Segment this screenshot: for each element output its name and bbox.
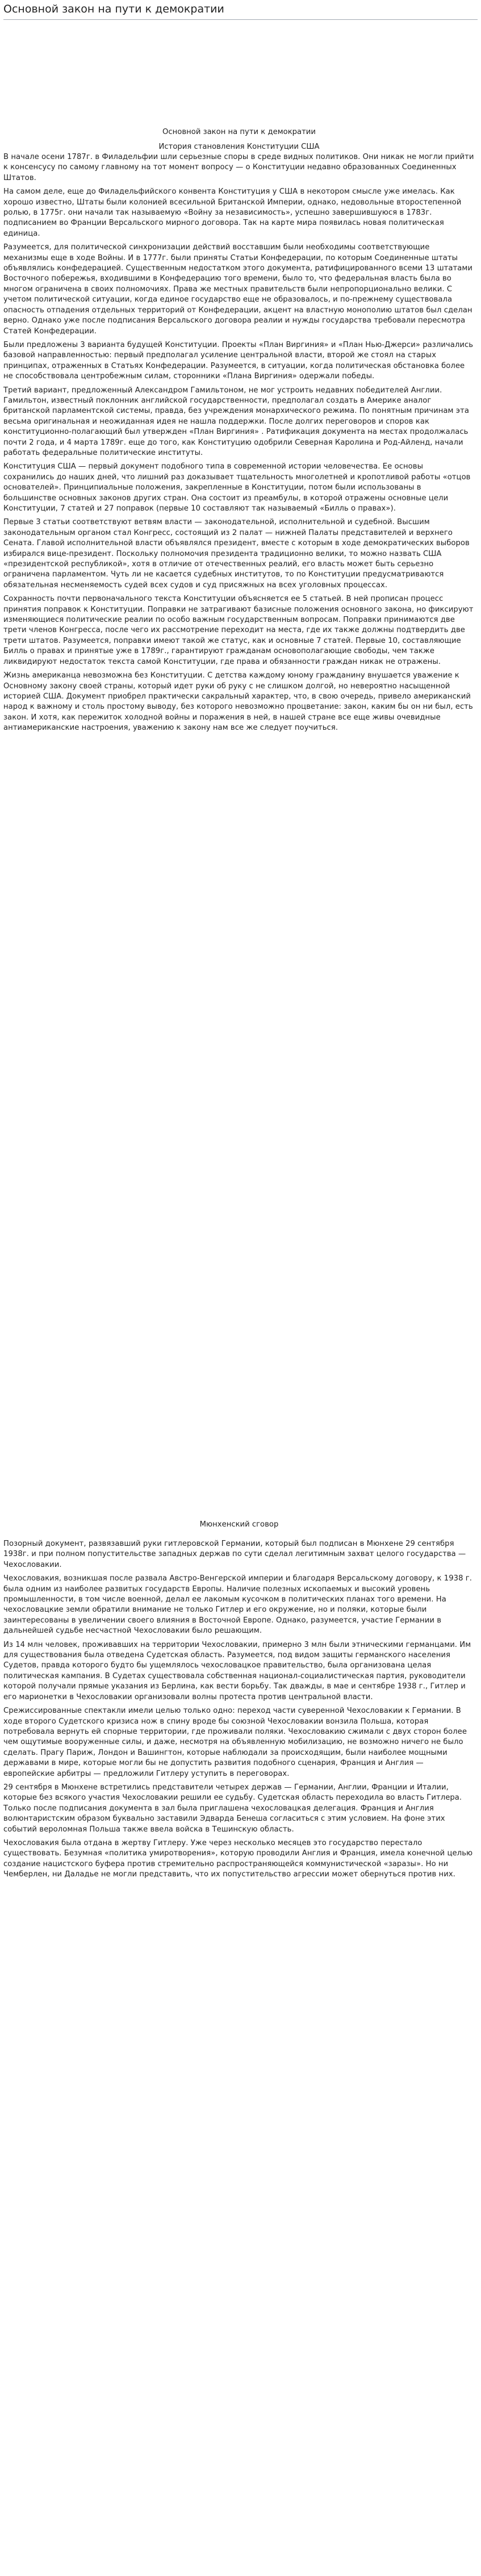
- paragraph: В начале осени 1787г. в Филадельфии шли серьезные споры в среде видных политиков. Они никак не могли прийти к консенсусу по самому главному на тот момент вопросу — о Конституции недавно образованных Соединенных Штатов.: [3, 153, 474, 182]
- section-2-heading: Мюнхенский сговор: [199, 1520, 279, 1529]
- paragraph: Из 14 млн человек, проживавших на территории Чехословакии, примерно 3 млн были этническими германцами. Им для существования была отведена Судетская область. Разумеется, под видом защиты германского населения Судетов, правда которого будто бы ущемлялось чехословацкое правительство, была организована целая политическая кампания. В Судетах существовала собственная национал-социалистическая партия, руководители которой получали прямые указания из Берлина, как вести борьбу. Так дважды, в мае и сентябре 1938 г., Гитлер и его марионетки в Чехословакии организовали волны протеста против центральной власти.: [3, 1640, 471, 1701]
- paragraph: 29 сентября в Мюнхене встретились представители четырех держав — Германии, Англии, Франции и Италии, которые без всякого участия Чехословакии решили ее судьбу. Судетская область переходила во власть Гитлера. Только после подписания документа в зал была приглашена чехословацкая делегация. Франция и Англия волюнтаристским образом буквально заставили Эдварда Бенеша согласиться с этим условием. На фоне этих событий вероломная Польша также ввела войска в Тешинскую область.: [3, 1783, 462, 1834]
- paragraph: Третий вариант, предложенный Александром Гамильтоном, не мог устроить недавних победителей Англии. Гамильтон, известный поклонник английской государственности, предполагал создать в Америке аналог британской парламентской системы, правда, без учреждения монархического режима. По понятным причинам эта весьма оригинальная и неожиданная идея не нашла поддержки. После долгих переговоров и споров как конституционно-полагающий был утвержден «План Виргиния» . Ратификация документа на местах продолжалась почти 2 года, и 4 марта 1789г. еще до того, как Конституцию одобрили Северная Каролина и Род-Айленд, начали работать федеральные политические институты.: [3, 386, 469, 457]
- paragraph: Конституция США — первый документ подобного типа в современной истории человечества. Ее основы сохранились до наших дней, что лишний раз доказывает тщательность многолетней и кропотливой работы «отцов основателей». Принципиальные положения, закрепленные в Конституции, потом были использованы в большинстве основных законов других стран. Она состоит из преамбулы, в которой отражены основные цели Конституции, 7 статей и 27 поправок (первые 10 составляют так называемый «Билль о правах»).: [3, 462, 471, 513]
- section-1-header: [3, 127, 475, 152]
- paragraph: Чехословакия, возникшая после развала Австро-Венгерской империи и благодаря Версальскому договору, к 1938 г. была одним из наиболее развитых государств Европы. Наличие полезных ископаемых и высокий уровень промышленности, в том числе военной, делал ее лакомым кусочком в политических планах того времени. На чехословацкие земли обратили внимание не только Гитлер и его окружение, но и поляки, которые были заинтересованы в увеличении своего влияния в Восточной Европе. Однако, разумеется, участие Германии в дальнейшей судьбе несчастной Чехословакии было решающим.: [3, 1574, 472, 1636]
- paragraph: Первые 3 статьи соответствуют ветвям власти — законодательной, исполнительной и судебной. Высшим законодательным органом стал Конгресс, состоящий из 2 палат — нижней Палаты представителей и верхнего Сената. Главой исполнительной власти объявлялся президент, вместе с которым в ходе демократических выборов избирался вице-президент. Поскольку полномочия президента традиционно велики, то можно назвать США «президентской республикой», хотя в отличие от отечественных реалий, его власть может быть серьезно ограничена парламентом. Чуть ли не касается судебных институтов, то по Конституции предусматриваются обязательная несменяемость судей всех судов и суд присяжных на всех уголовных процессах.: [3, 518, 470, 589]
- section-1-body: [3, 152, 475, 737]
- page-title: Основной закон на пути к демократии: [3, 3, 224, 15]
- section-1-heading: Основной закон на пути к демократии: [162, 128, 316, 136]
- paragraph: Разумеется, для политической синхронизации действий восставшим были необходимы соответствующие механизмы еще в ходе Войны. И в 1777г. были приняты Статьи Конфедерации, по которым Соединенные штаты объявлялись конфедерацией. Существенным недостатком этого документа, ратифицированного всеми 13 штатами Восточного побережья, входившими в Конфедерацию того времени, было то, что федеральная власть была во многом ограничена в своих полномочиях. Права же местных правительств были непропорционально велики. С учетом политической ситуации, когда единое государство еще не образовалось, и по-прежнему существовала опасность отпадения отдельных территорий от Конфедерации, акцент на властную монополию штатов был сделан верно. Однако уже после подписания Версальского договора реалии и нужды государства требовали пересмотра Статей Конфедерации.: [3, 243, 473, 336]
- paragraph: Были предложены 3 варианта будущей Конституции. Проекты «План Виргиния» и «План Нью-Джерси» различались базовой направленностью: первый предполагал усиление центральной власти, второй же стоял на старых принципах, отраженных в Статьях Конфедерации. Разумеется, в ситуации, когда политическая обстановка более не способствовала центробежным силам, сторонники «Плана Виргиния» одержали победы.: [3, 340, 474, 381]
- paragraph: На самом деле, еще до Филадельфийского конвента Конституция у США в некотором смысле уже имелась. Как хорошо известно, Штаты были колонией всесильной Британской Империи, однако, недовольные второстепенной ролью, в 1775г. они начали так называемую «Войну за независимость», успешно завершившуюся в 1783г. подписанием во Франции Версальского мирного договора. Так на карте мира появилась новая политическая единица.: [3, 187, 462, 238]
- paragraph: Жизнь американца невозможна без Конституции. С детства каждому юному гражданину внушается уважение к Основному закону своей страны, который идет руки об руку с не слишком долгой, но невероятно насыщенной историей США. Документ приобрел практически сакральный характер, что, в свою очередь, привело американский народ к важному и столь простому выводу, без которого невозможно процветание: закон, каким бы он ни был, есть закон. И хотя, как пережиток холодной войны и поражения в ней, в нашей стране все еще живы очевидные антиамериканские настроения, уважению к закону нам все же следует поучиться.: [3, 671, 473, 733]
- paragraph: Чехословакия была отдана в жертву Гитлеру. Уже через несколько месяцев это государство перестало существовать. Безумная «политика умиротворения», которую проводили Англия и Франция, имела конечной целью создание нацистского буфера против стремительно распространяющейся коммунистической «заразы». Но ни Чемберлен, ни Даладье не могли представить, что их попустительство агрессии может обернуться против них.: [3, 1838, 473, 1879]
- paragraph: Срежиссированные спектакли имели целью только одно: переход части суверенной Чехословакии к Германии. В ходе второго Судетского кризиса нож в спину вроде бы союзной Чехословакии вонзила Польша, которая потребовала вернуть ей спорные территории, где проживали поляки. Чехословакию сжимали с двух сторон более чем ощутимые вооруженные силы, и даже, несмотря на объявленную мобилизацию, не возможно ничего не было сделать. Прагу Париж, Лондон и Вашингтон, которые наблюдали за происходящим, были наиболее мощными державами в мире, которые могли бы не допустить развития подобного сценария, Франция и Англия — европейские арбитры — предложили Гитлеру уступить в переговорах.: [3, 1707, 467, 1778]
- section-2-body: [3, 1539, 475, 1884]
- paragraph: Позорный документ, развязавший руки гитлеровской Германии, который был подписан в Мюнхене 29 сентября 1938г. и при полном попустительстве западных держав по сути сделал легитимным захват целого государства — Чехословакии.: [3, 1540, 466, 1569]
- paragraph: Сохранность почти первоначального текста Конституции объясняется ее 5 статьей. В ней прописан процесс принятия поправок к Конституции. Поправки не затрагивают базисные положения основного закона, но фиксируют изменяющиеся политические реалии по особо важным государственным вопросам. Поправки принимаются две трети членов Конгресса, после чего их рассмотрение переходит на места, где их также должны подтвердить две трети штатов. Разумеется, поправки имеют такой же статус, как и основные 7 статей. Первые 10, составляющие Билль о правах и принятые уже в 1789г., гарантируют гражданам основополагающие свободы, чем также ликвидируют недостаток текста самой Конституции, где права и обязанности граждан никак не отражены.: [3, 595, 474, 666]
- title-divider: [3, 19, 478, 20]
- section-2-header: [3, 1520, 475, 1530]
- section-1-subheading: История становления Конституции США: [158, 143, 320, 151]
